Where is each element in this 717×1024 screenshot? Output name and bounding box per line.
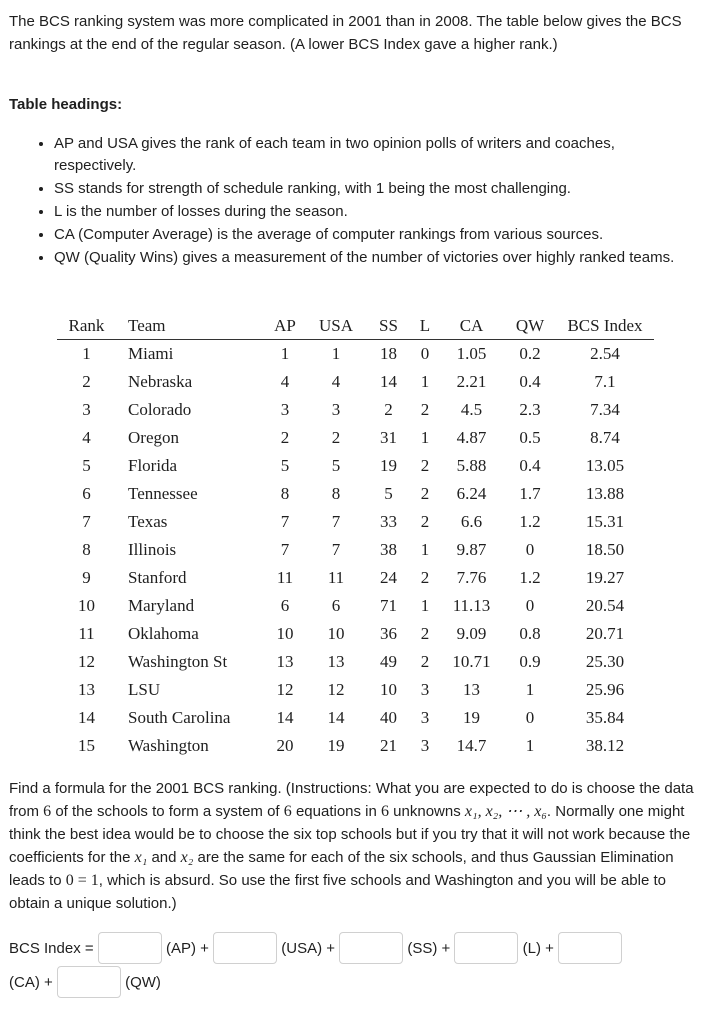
cell-ap: 1	[280, 344, 290, 363]
cell-l: 3	[420, 708, 430, 727]
cell-ss: 31	[380, 428, 397, 447]
cell-usa: 2	[331, 428, 341, 447]
cell-ap: 7	[280, 540, 290, 559]
cell-qw: 0.4	[519, 456, 541, 475]
cell-rank: 8	[82, 540, 91, 559]
cell-team: Washington	[128, 736, 209, 755]
cell-l: 0	[420, 344, 430, 363]
cell-rank: 10	[78, 596, 95, 615]
math-x2: x₂	[180, 849, 194, 866]
cell-bcs-index: 13.05	[585, 456, 625, 475]
cell-ap: 4	[280, 372, 290, 391]
cell-qw: 1	[525, 736, 535, 755]
table-row	[57, 620, 654, 648]
math-unknowns: x₁, x₂, ⋯ , x₆	[464, 803, 547, 820]
cell-rank: 12	[78, 652, 95, 671]
math-absurd-equation: 0 = 1	[65, 872, 99, 889]
table-header-row	[57, 313, 654, 340]
cell-l: 2	[420, 484, 430, 503]
intro-paragraph: The BCS ranking system was more complicated in 2001 than in 2008. The table below gives the BCS rankings at the end of the regular season. (A lower BCS Index gave a higher rank.)	[9, 13, 682, 53]
cell-usa: 13	[327, 652, 345, 671]
cell-ss: 14	[380, 372, 397, 391]
cell-l: 1	[420, 540, 430, 559]
cell-team: Miami	[128, 344, 174, 363]
table-row	[57, 340, 654, 369]
table-row	[57, 676, 654, 704]
cell-rank: 1	[82, 344, 91, 363]
col-ca-header: CA	[439, 313, 504, 340]
cell-usa: 3	[331, 400, 341, 419]
cell-l: 2	[420, 652, 430, 671]
cell-qw: 0	[525, 540, 535, 559]
cell-usa: 10	[327, 624, 345, 643]
cell-ap: 6	[280, 596, 290, 615]
col-ap-header: AP	[264, 313, 306, 340]
cell-l: 2	[420, 568, 430, 587]
cell-ss: 24	[380, 568, 397, 587]
cell-team: Oregon	[128, 428, 179, 447]
cell-rank: 7	[82, 512, 91, 531]
cell-l: 1	[420, 372, 430, 391]
cell-ca: 19	[463, 708, 480, 727]
cell-ss: 10	[380, 680, 397, 699]
cell-ss: 40	[380, 708, 397, 727]
cell-ss: 36	[380, 624, 397, 643]
cell-l: 2	[420, 456, 430, 475]
cell-ss: 18	[380, 344, 397, 363]
cell-qw: 0.9	[519, 652, 541, 671]
cell-ap: 3	[280, 400, 290, 419]
l-term-label: (L) +	[518, 939, 559, 957]
cell-ap: 10	[276, 624, 294, 643]
cell-rank: 6	[82, 484, 91, 503]
list-item: • L is the number of losses during the season.	[54, 201, 699, 223]
cell-qw: 2.3	[519, 400, 541, 419]
cell-ss: 33	[380, 512, 397, 531]
cell-ap: 13	[276, 652, 294, 671]
table-row	[57, 508, 654, 536]
list-item: • CA (Computer Average) is the average of computer rankings from various sources.	[54, 224, 699, 246]
cell-qw: 0.8	[519, 624, 541, 643]
cell-ca: 2.21	[456, 372, 487, 391]
cell-ca: 6.24	[456, 484, 487, 503]
col-team-header: Team	[116, 313, 264, 340]
cell-qw: 0.4	[519, 372, 541, 391]
ap-term-label: (AP) +	[161, 939, 214, 957]
cell-l: 1	[420, 596, 430, 615]
cell-ca: 4.87	[456, 428, 487, 447]
cell-bcs-index: 38.12	[585, 736, 625, 755]
cell-rank: 15	[78, 736, 95, 755]
cell-bcs-index: 25.30	[585, 652, 625, 671]
cell-ca: 9.09	[456, 624, 487, 643]
table-row	[57, 452, 654, 480]
cell-bcs-index: 20.54	[585, 596, 625, 615]
headings-list	[9, 133, 699, 270]
cell-ap: 11	[276, 568, 294, 587]
list-item: • SS stands for strength of schedule ranking, with 1 being the most challenging.	[54, 178, 699, 200]
cell-ap: 7	[280, 512, 290, 531]
cell-usa: 4	[331, 372, 341, 391]
cell-rank: 14	[78, 708, 95, 727]
instructions-text: unknowns	[389, 803, 465, 820]
equation-lead-label: BCS Index =	[9, 939, 98, 957]
table-row	[57, 424, 654, 452]
equation-row-1	[9, 930, 622, 966]
ca-term-label: (CA) +	[9, 973, 57, 991]
table-headings-title: Table headings:	[9, 96, 123, 113]
bcs-ranking-table	[57, 313, 654, 760]
table-row	[57, 480, 654, 508]
cell-team: Washington St	[128, 652, 228, 671]
instructions-text: are the same for each of the six schools, and thus Gaussian Elimination leads to	[9, 849, 674, 889]
instructions-text: Find a formula for the 2001 BCS ranking. (Instructions: What you are expected to do is choose the data from	[9, 780, 694, 820]
math-six: 6	[283, 803, 292, 820]
cell-bcs-index: 13.88	[585, 484, 625, 503]
cell-usa: 6	[331, 596, 341, 615]
table-row	[57, 368, 654, 396]
answer-input-usa[interactable]	[213, 932, 277, 964]
cell-usa: 11	[327, 568, 345, 587]
cell-ca: 9.87	[456, 540, 487, 559]
answer-input-l[interactable]	[454, 932, 518, 964]
equation-row-2	[9, 964, 161, 1000]
cell-bcs-index: 35.84	[585, 708, 625, 727]
table-row	[57, 704, 654, 732]
answer-input-ss[interactable]	[339, 932, 403, 964]
table-row	[57, 536, 654, 564]
cell-team: Tennessee	[128, 484, 198, 503]
cell-ca: 1.05	[456, 344, 487, 363]
cell-rank: 4	[82, 428, 91, 447]
cell-l: 2	[420, 512, 430, 531]
table-row	[57, 648, 654, 676]
cell-usa: 14	[327, 708, 345, 727]
cell-bcs-index: 7.1	[594, 372, 616, 391]
cell-ss: 49	[380, 652, 397, 671]
cell-rank: 9	[82, 568, 91, 587]
cell-qw: 1	[525, 680, 535, 699]
table-row	[57, 564, 654, 592]
cell-usa: 5	[331, 456, 341, 475]
cell-bcs-index: 20.71	[585, 624, 625, 643]
cell-ca: 4.5	[460, 400, 483, 419]
cell-bcs-index: 18.50	[585, 540, 625, 559]
answer-input-ca[interactable]	[558, 932, 622, 964]
instructions-text: equations in	[291, 803, 382, 820]
instructions-text: , which is absurd. So use the first five schools and Washington and you will be able to obtain a unique solution.)	[9, 872, 667, 912]
cell-ca: 13	[463, 680, 480, 699]
cell-ca: 5.88	[456, 456, 487, 475]
cell-ca: 11.13	[452, 596, 491, 615]
math-six: 6	[381, 803, 390, 820]
cell-ss: 5	[384, 484, 393, 503]
cell-ap: 8	[280, 484, 290, 503]
cell-bcs-index: 15.31	[585, 512, 625, 531]
answer-input-qw[interactable]	[57, 966, 121, 998]
list-item: • AP and USA gives the rank of each team in two opinion polls of writers and coaches, respectively.	[54, 133, 699, 177]
cell-ap: 5	[280, 456, 290, 475]
cell-team: Nebraska	[128, 372, 193, 391]
table-row	[57, 732, 654, 760]
cell-ss: 2	[384, 400, 393, 419]
cell-qw: 1.2	[519, 568, 541, 587]
cell-l: 1	[420, 428, 430, 447]
col-l-header: L	[411, 313, 439, 340]
ss-term-label: (SS) +	[403, 939, 455, 957]
cell-qw: 0	[525, 708, 535, 727]
cell-ca: 10.71	[452, 652, 491, 671]
math-six: 6	[43, 803, 52, 820]
cell-ap: 20	[276, 736, 294, 755]
instructions-paragraph	[9, 777, 709, 915]
cell-bcs-index: 2.54	[590, 344, 620, 363]
table-row	[57, 592, 654, 620]
cell-ca: 6.6	[460, 512, 483, 531]
cell-usa: 7	[331, 512, 341, 531]
cell-team: Stanford	[128, 568, 187, 587]
cell-l: 2	[420, 400, 430, 419]
cell-rank: 13	[78, 680, 95, 699]
cell-usa: 7	[331, 540, 341, 559]
cell-rank: 3	[82, 400, 91, 419]
col-bcs-index-header: BCS Index	[556, 313, 654, 340]
instructions-text: of the schools to form a system of	[51, 803, 284, 820]
cell-rank: 2	[82, 372, 91, 391]
cell-team: Florida	[128, 456, 178, 475]
cell-bcs-index: 7.34	[590, 400, 620, 419]
cell-ca: 14.7	[456, 736, 487, 755]
cell-team: South Carolina	[128, 708, 231, 727]
instructions-text: and	[147, 849, 181, 866]
cell-ap: 14	[276, 708, 294, 727]
qw-term-label: (QW)	[120, 973, 161, 991]
usa-term-label: (USA) +	[277, 939, 340, 957]
cell-usa: 12	[327, 680, 345, 699]
cell-team: LSU	[128, 680, 161, 699]
cell-bcs-index: 8.74	[590, 428, 620, 447]
cell-rank: 5	[82, 456, 91, 475]
col-ss-header: SS	[366, 313, 411, 340]
cell-team: Oklahoma	[128, 624, 199, 643]
instructions-text: . Normally one might think the best idea would be to choose the six top schools but if you try that it will not work because the coefficients for the	[9, 803, 691, 866]
cell-l: 3	[420, 736, 430, 755]
cell-team: Colorado	[128, 400, 192, 419]
col-rank-header: Rank	[57, 313, 116, 340]
answer-input-ap[interactable]	[98, 932, 162, 964]
cell-team: Texas	[128, 512, 168, 531]
cell-qw: 1.2	[519, 512, 541, 531]
list-item: • QW (Quality Wins) gives a measurement of the number of victories over highly ranked teams.	[54, 247, 699, 269]
cell-usa: 19	[327, 736, 345, 755]
col-qw-header: QW	[504, 313, 556, 340]
cell-rank: 11	[78, 624, 95, 643]
cell-qw: 0.5	[519, 428, 541, 447]
cell-l: 3	[420, 680, 430, 699]
cell-team: Maryland	[128, 596, 195, 615]
col-usa-header: USA	[306, 313, 366, 340]
cell-bcs-index: 25.96	[585, 680, 625, 699]
cell-qw: 0.2	[519, 344, 541, 363]
cell-ap: 2	[280, 428, 290, 447]
cell-ss: 19	[380, 456, 397, 475]
cell-ap: 12	[276, 680, 294, 699]
table-row	[57, 396, 654, 424]
cell-usa: 8	[331, 484, 341, 503]
cell-usa: 1	[331, 344, 341, 363]
cell-ca: 7.76	[456, 568, 487, 587]
cell-qw: 1.7	[519, 484, 541, 503]
cell-ss: 71	[380, 596, 397, 615]
cell-bcs-index: 19.27	[585, 568, 625, 587]
cell-ss: 21	[380, 736, 397, 755]
cell-ss: 38	[380, 540, 397, 559]
cell-l: 2	[420, 624, 430, 643]
math-x1: x₁	[134, 849, 148, 866]
cell-team: Illinois	[128, 540, 177, 559]
cell-qw: 0	[525, 596, 535, 615]
